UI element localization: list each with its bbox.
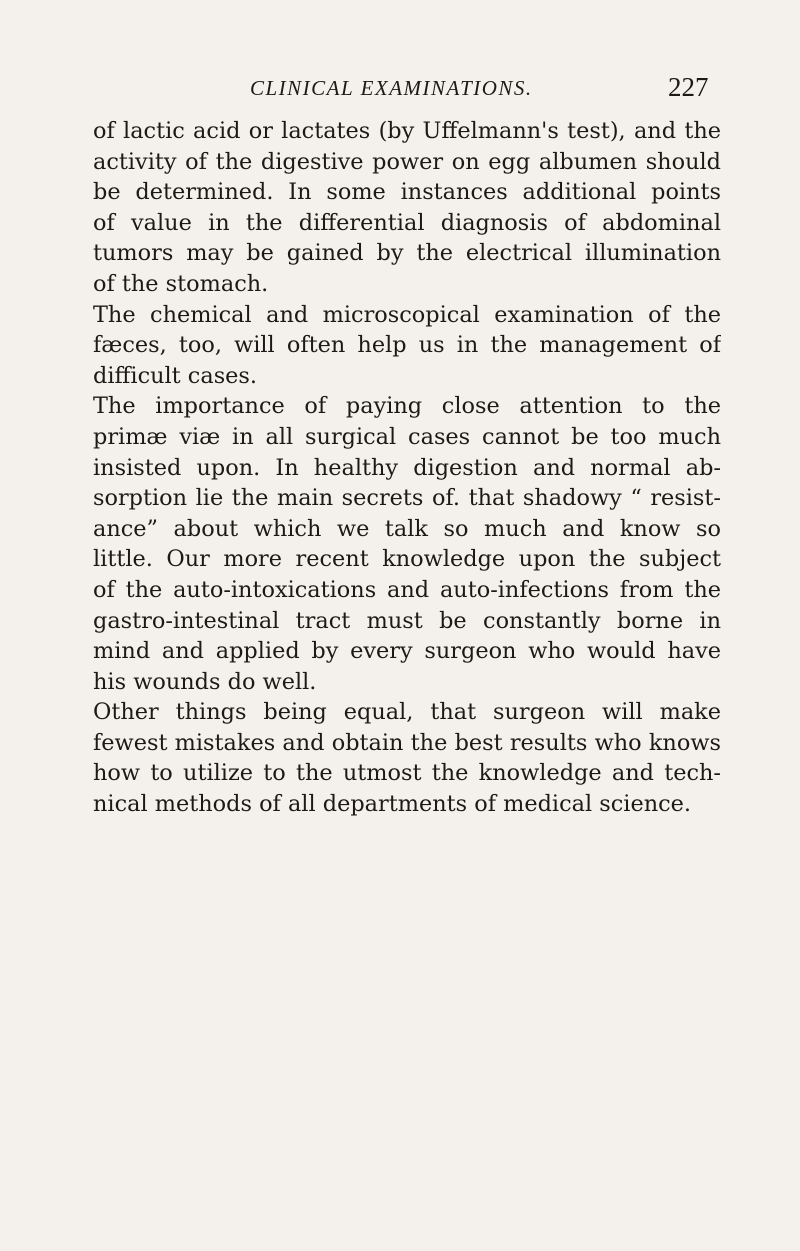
running-head: CLINICAL EXAMINATIONS. — [250, 76, 533, 100]
text-line: The importance of paying close attention to the — [93, 393, 721, 420]
text-line: primæ viæ in all surgical cases cannot be too much — [93, 423, 721, 450]
text-line: ance” about which we talk so much and know so — [93, 515, 721, 542]
text-line: tumors may be gained by the electrical illumination — [93, 240, 721, 267]
text-line: fewest mistakes and obtain the best results who knows — [93, 729, 721, 756]
text-line: fæces, too, will often help us in the management of — [93, 332, 721, 359]
text-line: of the auto-intoxications and auto-infections from the — [93, 576, 721, 603]
body-text — [93, 116, 721, 820]
text-line: of value in the differential diagnosis of abdominal — [93, 209, 721, 236]
text-line: difficult cases. — [93, 362, 258, 389]
text-line: his wounds do well. — [93, 668, 317, 695]
text-line: of the stomach. — [93, 270, 269, 297]
text-line: how to utilize to the utmost the knowledge and tech- — [93, 760, 721, 787]
text-line: little. Our more recent knowledge upon the subject — [93, 546, 721, 573]
text-line: be determined. In some instances additional points — [93, 179, 721, 206]
text-line: gastro-intestinal tract must be constantly borne in — [93, 607, 721, 634]
text-line: The chemical and microscopical examination of the — [93, 301, 721, 328]
page-number: 227 — [668, 72, 709, 102]
text-line: sorption lie the main secrets of. that shadowy “ resist- — [93, 485, 721, 512]
text-line: of lactic acid or lactates (by Uffelmann's test), and the — [93, 118, 721, 144]
text-line: Other things being equal, that surgeon will make — [93, 699, 721, 726]
text-line: insisted upon. In healthy digestion and normal ab- — [93, 454, 721, 481]
text-line: mind and applied by every surgeon who would have — [93, 638, 721, 665]
text-line: activity of the digestive power on egg albumen should — [93, 148, 721, 175]
text-line: nical methods of all departments of medical science. — [93, 791, 692, 818]
